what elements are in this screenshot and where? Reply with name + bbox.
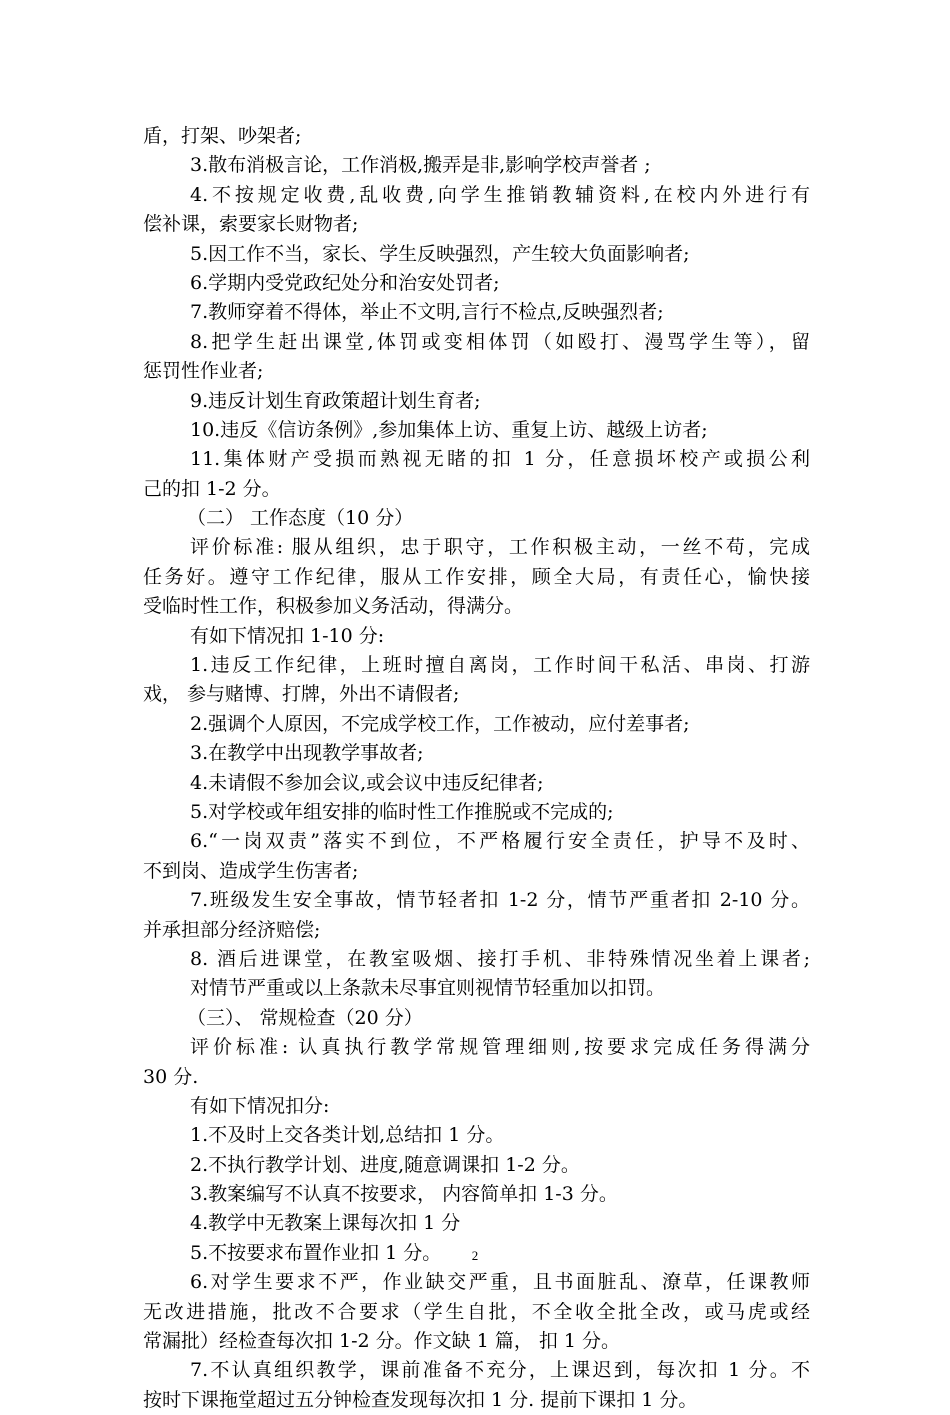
paragraph-line: 评价标准: 服从组织，忠于职守，工作积极主动，一丝不苟，完成	[190, 536, 810, 559]
paragraph-line: 常漏批）经检查每次扣 1-2 分。作文缺 1 篇， 扣 1 分。	[143, 1330, 621, 1353]
paragraph-line: 11.集体财产受损而熟视无睹的扣 1 分，任意损坏校产或损公利	[190, 448, 810, 471]
paragraph-line: 4.不按规定收费,乱收费,向学生推销教辅资料,在校内外进行有	[190, 183, 810, 206]
paragraph-line: 5.因工作不当，家长、学生反映强烈，产生较大负面影响者;	[190, 242, 690, 265]
paragraph-line: 戏， 参与赌博、打牌，外出不请假者;	[143, 683, 460, 706]
paragraph-line: 评价标准: 认真执行教学常规管理细则,按要求完成任务得满分	[190, 1036, 810, 1059]
paragraph-line: 己的扣 1-2 分。	[143, 477, 281, 500]
paragraph-line: 偿补课，索要家长财物者;	[143, 213, 359, 236]
paragraph-line: 无改进措施，批改不合要求（学生自批，不全收全批全改，或马虎或经	[143, 1300, 810, 1323]
paragraph-line: 3.教案编写不认真不按要求， 内容简单扣 1-3 分。	[190, 1183, 618, 1206]
document-body	[143, 122, 810, 1415]
paragraph-line: 不到岗、造成学生伤害者;	[143, 859, 359, 882]
section-heading: （二） 工作态度（10 分）	[187, 507, 414, 530]
paragraph-line: 按时下课拖堂超过五分钟检查发现每次扣 1 分. 提前下课扣 1 分。	[143, 1388, 698, 1411]
section-heading: （三）、 常规检查（20 分）	[187, 1006, 423, 1029]
paragraph-line: 7.班级发生安全事故，情节轻者扣 1-2 分，情节严重者扣 2-10 分。	[190, 889, 810, 912]
paragraph-line: 有如下情况扣 1-10 分:	[190, 624, 385, 647]
paragraph-line: 盾，打架、吵架者;	[143, 125, 302, 147]
paragraph-line: 2.不执行教学计划、进度,随意调课扣 1-2 分。	[190, 1153, 580, 1176]
paragraph-line: 6.对学生要求不严，作业缺交严重，且书面脏乱、潦草，任课教师	[190, 1271, 810, 1294]
paragraph-line: 7.教师穿着不得体，举止不文明,言行不检点,反映强烈者;	[190, 301, 664, 324]
paragraph-line: 并承担部分经济赔偿;	[143, 918, 321, 941]
paragraph-line: 1.违反工作纪律，上班时擅自离岗，工作时间干私活、串岗、打游	[190, 654, 810, 677]
paragraph-line: 1.不及时上交各类计划,总结扣 1 分。	[190, 1124, 505, 1147]
paragraph-line: 30 分.	[143, 1065, 199, 1088]
paragraph-line: 5.对学校或年组安排的临时性工作推脱或不完成的;	[190, 800, 614, 823]
page-number: 2	[471, 1248, 479, 1263]
paragraph-line: 对情节严重或以上条款未尽事宜则视情节轻重加以扣罚。	[190, 977, 666, 1000]
paragraph-line: 受临时性工作，积极参加义务活动，得满分。	[143, 595, 524, 618]
paragraph-line: 8.把学生赶出课堂,体罚或变相体罚（如殴打、漫骂学生等），留	[190, 330, 810, 353]
paragraph-line: 4.教学中无教案上课每次扣 1 分	[190, 1212, 461, 1235]
paragraph-line: 有如下情况扣分:	[190, 1094, 330, 1117]
paragraph-line: 2.强调个人原因，不完成学校工作，工作被动，应付差事者;	[190, 712, 690, 735]
paragraph-line: 6.学期内受党政纪处分和治安处罚者;	[190, 271, 500, 294]
paragraph-line: 9.违反计划生育政策超计划生育者;	[190, 389, 481, 412]
paragraph-line: 3.在教学中出现教学事故者;	[190, 742, 424, 765]
paragraph-line: 8. 酒后进课堂，在教室吸烟、接打手机、非特殊情况坐着上课者;	[190, 947, 810, 970]
paragraph-line: 4.未请假不参加会议,或会议中违反纪律者;	[190, 771, 544, 794]
paragraph-line: 10.违反《信访条例》,参加集体上访、重复上访、越级上访者;	[190, 418, 708, 441]
paragraph-line: 任务好。遵守工作纪律，服从工作安排，顾全大局，有责任心，愉快接	[143, 565, 810, 588]
paragraph-line: 7.不认真组织教学，课前准备不充分，上课迟到，每次扣 1 分。不	[190, 1359, 810, 1382]
paragraph-line: 6.“一岗双责”落实不到位，不严格履行安全责任，护导不及时、	[190, 830, 810, 853]
paragraph-line: 惩罚性作业者;	[143, 360, 264, 383]
paragraph-line: 3.散布消极言论，工作消极,搬弄是非,影响学校声誉者 ;	[190, 154, 651, 177]
paragraph-line: 5.不按要求布置作业扣 1 分。	[190, 1241, 442, 1264]
